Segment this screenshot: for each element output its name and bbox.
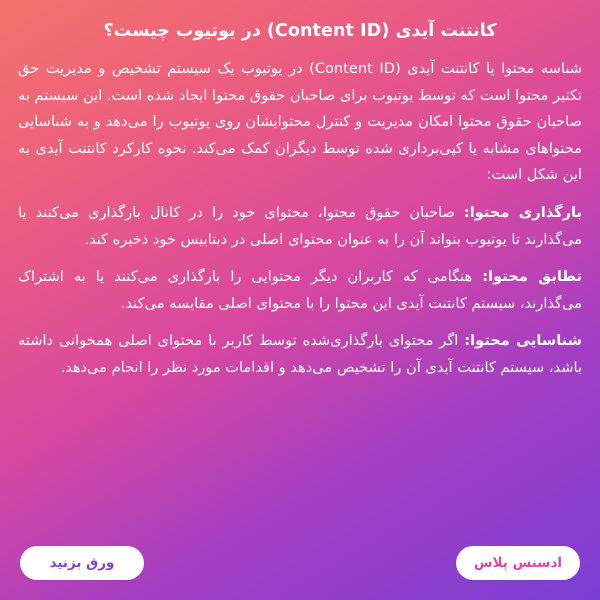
list-item-text: صاحبان حقوق محتوا، محتوای خود را در کانال بارگذاری می‌کنند یا می‌گذارند تا یوتیوب بتواند آن را به عنوان محتوای اصلی در دیتابیس خود ذخیره کند. <box>18 203 582 248</box>
list-item-text: هنگامی که کاربران دیگر محتوایی را بارگذاری می‌کنند یا به اشتراک می‌گذارند، سیستم کانتنت آیدی این محتوا را با محتوای اصلی مقایسه می‌کند. <box>18 268 582 312</box>
list-item-label: تطابق محتوا: <box>482 268 582 286</box>
list-item <box>18 264 582 317</box>
list-item-text: اگر محتوای بارگذاری‌شده توسط کاربر با محتوای اصلی همخوانی داشته باشد، سیستم کانتنت آیدی آن را تشخیص می‌دهد و اقدامات مورد نظر را انجام می‌دهد. <box>18 332 582 376</box>
list-item-label: شناسایی محتوا: <box>464 332 582 350</box>
list-item-label: بارگذاری محتوا: <box>463 203 582 221</box>
page-title: کانتنت آیدی (Content ID) در یوتیوب چیست؟ <box>103 21 497 41</box>
brand-badge-button[interactable]: ادسنس پلاس <box>456 546 580 580</box>
list-item <box>18 200 582 253</box>
list-item <box>18 328 582 381</box>
next-slide-button[interactable]: ورق بزنید <box>20 546 144 580</box>
slide-footer <box>0 534 600 600</box>
slide-body <box>18 56 582 600</box>
intro-paragraph: شناسه محتوا یا کانتنت آیدی (Content ID) در یوتیوب یک سیستم تشخیص و مدیریت حق تکثیر محتوا است که توسط یوتیوب برای صاحبان حقوق محتوا ایجاد شده است. این سیستم به صاحبان حقوق محتوا امکان مدیریت و کنترل محتوایشان روی یوتیوب را می‌دهد و به شناسایی محتواهای مشابه یا کپی‌برداری شده توسط دیگران کمک می‌کند. نحوه کارکرد کانتنت آیدی به این شکل است: <box>18 60 582 184</box>
